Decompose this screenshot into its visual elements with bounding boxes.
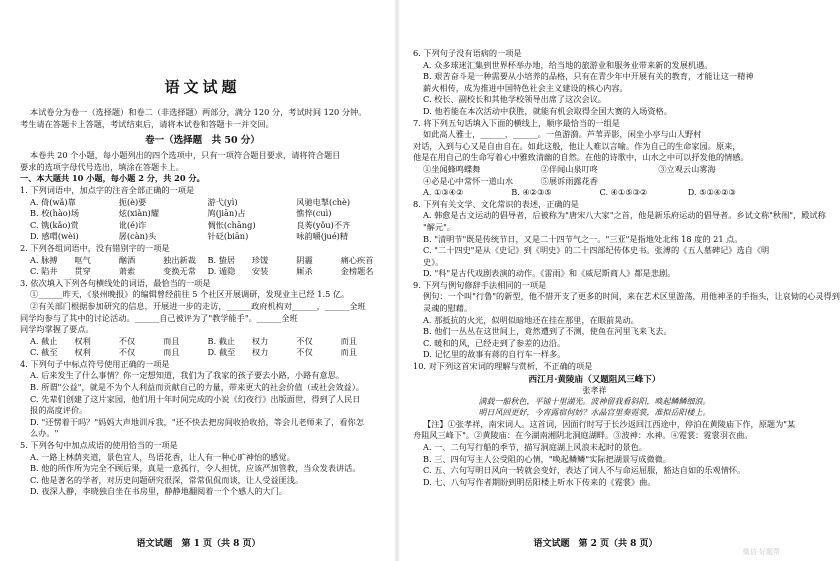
intro-line: 考生请在答题卡上答题，考试结束后，请将本试卷和答题卡一并交回。 — [20, 118, 274, 129]
q7-passage: 对话，入到与心又是自由自在。如此这般，他让人难以言喻。作为自己的生命家园。原来， — [413, 140, 741, 151]
q10-option: D. 七、八句写作者期盼到明岳阳楼上听水下传来的《霓裳》曲。 — [423, 476, 656, 487]
q4-option: D. "还愣着干吗？"妈妈大声地训斥我，"还不快去把房间收拾收拾，等会儿老师来了，看你怎 — [30, 416, 364, 427]
q1-stem: 1. 下列词语中，加点字的注音全部正确的一项是 — [20, 184, 195, 195]
q2-row: C. 陷井 贯穿 萧索 变换无常 D. 遁隐 安装 厮杀 金榜题名 — [30, 266, 374, 277]
poem-note: 舟阻风三峰下"。②黄陵庙：在今湖南湘阴北洞庭湖畔。③波神：水神。④霓裳：霓裳羽衣曲。 — [413, 430, 753, 441]
poem-author: 张孝祥 — [582, 385, 607, 395]
q4-option: 么办。" — [30, 428, 59, 439]
page-footer: 语文试题 第 2 页（共 8 页） — [533, 539, 658, 549]
q9-option: D. 记忆里的故事有蒋的自行车一样多。 — [423, 349, 566, 360]
q7-items: ④必是心中常怀一道山水 ⑤展诉雨露花香 — [423, 175, 598, 186]
q7-passage: 他是在用自己的生命写着心中雅致清幽的自然。在他的诗歌中，山水之中可以抒发他的情感。 — [413, 152, 749, 163]
q8-option: C. "二十四史"是从《史记》到《明史》的二十四部纪传体史书。张溥的《五人墓碑记》选自《明 — [423, 245, 770, 256]
q3-sentence: ①______昨天，《泉州晚报》的编辑曾经前往 5 个社区开展调研，发现业主已经 1.5 亿。 — [30, 289, 350, 300]
q9-example: 灵魂的慰藉。 — [423, 303, 473, 314]
intro-line: 本试卷分为卷一（选择题）和卷二（非选择题）两部分，满分 120 分，考试时间 120 分钟。 — [30, 107, 367, 117]
q7-options: A. ①③④② B. ④②③⑤ C. ④①⑤③② D. ⑤①④②③ — [423, 187, 736, 198]
q3-sentence: ②有关部门根据参加研究的信息，开展进一步的走访，______政府机构对______，______全班 — [30, 300, 366, 311]
q3-row: C. 截至 权利 不仅 而且 D. 截至 权力 不仅 而且 — [30, 347, 358, 358]
q4-option: B. 所谓"公益"，就是不为个人利益而贡献自己的力量，带来更大的社会价值（或社会效益）。 — [30, 382, 364, 393]
poem-line: 满载一船秋色，平铺十里湖光。波神留我看斜阳，唤起鳞鳞细浪。 — [478, 396, 711, 406]
q4-option: A. 后来发生了什么事情？你一定想知道，我们为了我家的孩子要去小路，小路有意思。 — [30, 370, 345, 381]
q6-option: A. 众多球迷汇集到世界杯举办地，给当地的旅游业和服务业带来新的发展机遇。 — [423, 59, 713, 70]
q3-stem: 3. 依次填入下列各句横线处的词语，最恰当的一项是 — [20, 277, 211, 288]
q5-option: B. 他的所作所为完全不顾后果，真是一意孤行，令人担忧，应该严加管教，当众发表讲话。 — [30, 463, 361, 474]
q7-passage: 如此高人雅士，______，______。一鱼游漪。芦苇弄影，闲坐小亭与山人野村 — [423, 129, 702, 140]
q1-row: D. 感喟(wèi) 孱(càn)头 针砭(biān) 咏韵嚼(jué)精 — [30, 231, 349, 242]
q7-stem: 7. 将下列五句话填入下面的横线上，顺序最恰当的一组是 — [413, 117, 620, 128]
page-2 — [397, 0, 840, 561]
q5-option: C. 他是著名的学者，对历史问题研究很深，常常侃侃而谈，让人受益匪浅。 — [30, 474, 304, 485]
q3-sentence: 同学均参与了其中的讨论活动。______自己被评为了"教学能手"。______全班 — [20, 312, 298, 323]
q6-option: 薪火相传，成为推进中国特色社会主义建设的核心内容。 — [423, 82, 628, 93]
q6-option: D. 他若能在本次活动中获胜，就能有机会取得全国大赛的入场资格。 — [423, 105, 672, 116]
q9-option: A. 那抵抗的火光，似明似暗地还在挂在那里，在眼前晃动。 — [423, 314, 639, 325]
page-1 — [0, 0, 397, 561]
q9-stem: 9. 下列与例句修辞手法相同的一项是 — [413, 279, 547, 290]
q10-option: C. 五、六句写明日风向一转就会变好，表达了词人不与命运屈服，豁达自如的乐观情怀。 — [423, 465, 746, 476]
poem-title: 西江月·黄陵庙（又题阻风三峰下） — [528, 374, 661, 385]
q8-stem: 8. 下列有关文学、文化常识的表述，正确的是 — [413, 198, 579, 209]
q8-option: B. "清明节"既是传统节日，又是二十四节气之一。"三亚"是指地处北纬 18 度的 21 点。 — [423, 233, 743, 244]
section-heading: 卷一（选择题 共 50 分） — [145, 135, 260, 147]
q9-option: C. 暖和的风，已经走到了参差的边沿。 — [423, 337, 566, 348]
q1-row: C. 镌(kǎo)赏 讹(é)诈 惆怅(chāng) 良莠(yǒu)不齐 — [30, 219, 351, 230]
q4-option: 报的高度评价。 — [30, 405, 88, 416]
part-heading: 一、本大题共 10 小题，每小题 2 分，共 20 分。 — [20, 173, 205, 184]
q5-stem: 5. 下列各句中加点成语的使用恰当的一项是 — [20, 440, 178, 451]
q9-example: 例句：一个叫"行鲁"的新型，他不惜开支了更多的时间，来在艺术区里游荡，用他神圣的手指头，让哀恸的心灵得到 — [423, 291, 840, 302]
q3-row: A. 截止 权利 不仅 而且 B. 截止 权力 不仅 而且 — [30, 335, 358, 346]
q9-option: B. 他们一丛丛在这世间上，竟然遭到了不测，使鱼在河里飞来飞去。 — [423, 326, 672, 337]
q6-option: C. 校长、副校长和其他学校领导出席了这次会议。 — [423, 94, 607, 105]
q6-stem: 6. 下列句子没有语病的一项是 — [413, 48, 522, 58]
q10-stem: 10. 对下列这首宋词的理解与赏析，不正确的项是 — [413, 361, 593, 372]
watermark: 微信·好题帮 — [742, 548, 780, 556]
q3-sentence: 同学均掌握了要点。 — [20, 324, 94, 335]
q5-option: D. 夜深人静，李晓独自坐在书房里，静静地翻阅着一个个感人的大门。 — [30, 486, 288, 497]
page-footer: 语文试题 第 1 页（共 8 页） — [136, 539, 261, 549]
q8-option: 史》。 — [423, 256, 444, 267]
poem-line: 明日风回更好，今宵露宿何妨？水晶宫里奏霓裳，准拟岳阳楼上。 — [478, 408, 711, 418]
q10-option: B. 三、四句写主人公受阻的心情，"唤起鳞鳞"实际把湖景写成微微。 — [423, 453, 672, 464]
q5-option: A. 一路上林荫夹道，景色宜人，鸟语花香，让人有一种心旷神怡的感觉。 — [30, 451, 295, 462]
q7-items: ①坐闻蜂鸣蝶舞 ②伴闻山泉叮咚 ③立观云山雾海 — [423, 163, 716, 174]
q2-row: A. 脉搏 呕气 酗酒 独出新裁 B. 蛰居 珍馐 阴霾 痛心疾首 — [30, 254, 374, 265]
q1-row: B. 校(hào)场 炫(xiàn)耀 鸠(jiān)占 憔悴(cuì) — [30, 208, 332, 219]
q10-option: A. 一、二句写行船的季节，描写洞庭湖上风浪未起时的景色。 — [423, 442, 647, 452]
page-title: 语文试题 — [164, 78, 241, 96]
poem-note: 【注】①张孝祥，南宋词人。这首词，因面行时写于长沙返回江西途中，停泊在黄陵庙下作，原题为"某 — [423, 418, 796, 429]
q4-stem: 4. 下列句子中标点符号使用正确的一项是 — [20, 358, 170, 369]
section-intro: 本卷共 20 个小题，每小题列出的四个选项中，只有一项符合题目要求，请将符合题目 — [30, 150, 341, 161]
q8-option: "解元"。 — [423, 221, 456, 232]
q1-row: A. 倚(wǎ)靠 扼(è)要 游弋(yì) 风驰电掣(chè) — [30, 196, 351, 207]
q8-option: D. "科"是古代戏剧表演的动作。《雷雨》和《威尼斯商人》都是悲剧。 — [423, 268, 676, 279]
q2-stem: 2. 下列各组词语中，没有错别字的一项是 — [20, 242, 170, 253]
q8-option: A. 韩愈是古文运动的倡导者，后被称为"唐宋八大家"之首，他是新乐府运动的倡导者。乡试文称"秋闱"，殿试称 — [423, 210, 826, 221]
q4-option: C. 先辈们创建了这片家园，他们用十年时间完成的小说《幻夜行》出版面世，得到了人民日 — [30, 393, 361, 404]
q6-option: B. 艰苦奋斗是一种需要从小培养的品格，只有在青少年中开展有关的教育，才能让这一精神 — [423, 71, 754, 82]
section-intro: 要求的选项字母代号选出，填涂在答题卡上。 — [20, 161, 184, 172]
